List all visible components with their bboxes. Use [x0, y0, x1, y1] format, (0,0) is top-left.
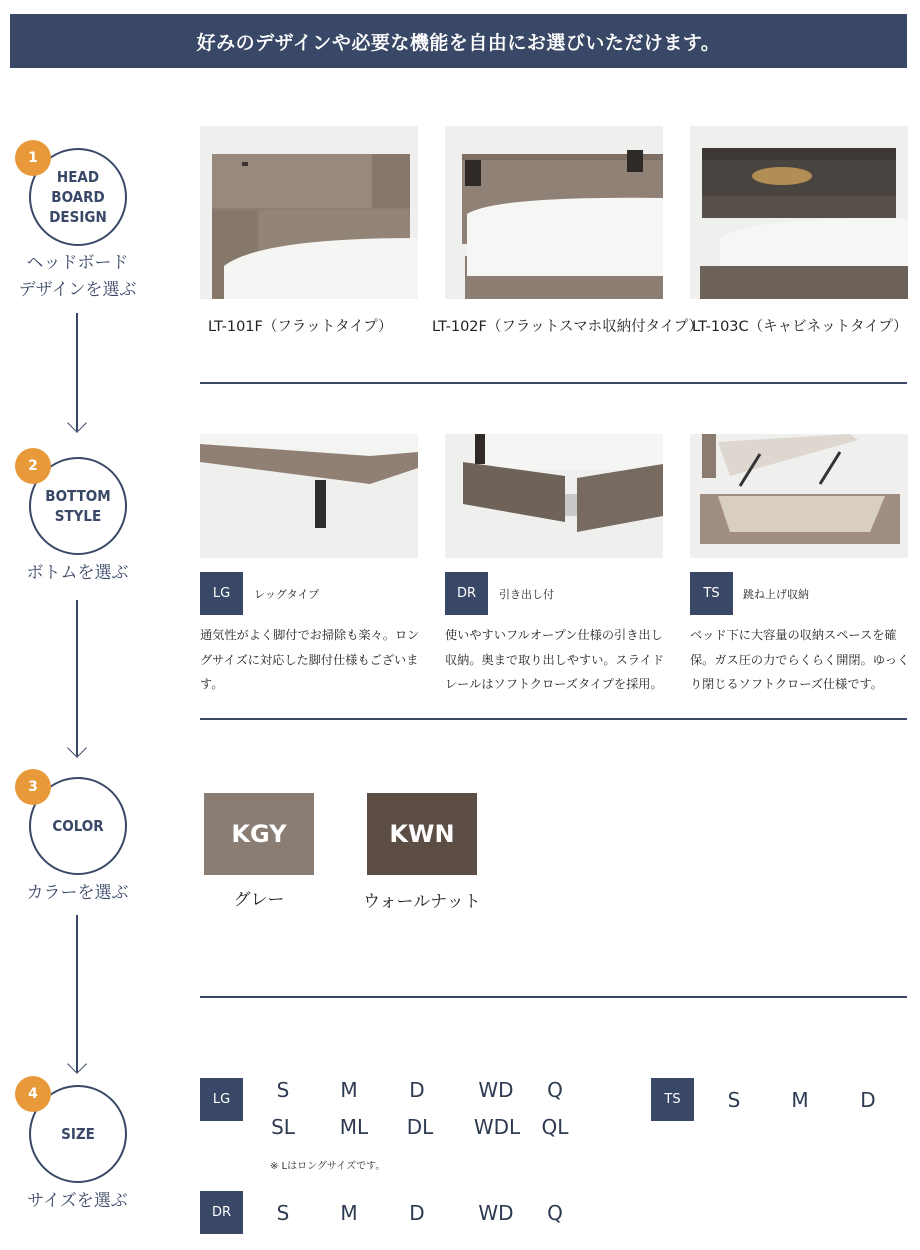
bottom-code-badge: TS [690, 572, 733, 615]
section-divider [200, 996, 907, 998]
step-title-line: STYLE [54, 507, 102, 525]
size-note: ※ Lはロングサイズです。 [270, 1161, 386, 1172]
step-number: 2 [15, 448, 51, 484]
step-label: ヘッドボード デザインを選ぶ [18, 253, 137, 300]
step-number: 3 [15, 769, 51, 805]
size-option[interactable]: Q [547, 1201, 563, 1225]
size-option[interactable]: D [409, 1201, 425, 1225]
step-number: 4 [15, 1076, 51, 1112]
size-code-badge-lg: LG [200, 1078, 243, 1121]
size-option[interactable]: S [727, 1088, 741, 1112]
bottom-photo-drawer [445, 434, 663, 558]
step-title-line: BOTTOM [45, 487, 111, 505]
size-option[interactable]: S [276, 1078, 290, 1102]
headboard-caption: LT-101F（フラットタイプ） [208, 319, 393, 335]
size-option[interactable]: Q [547, 1078, 563, 1102]
size-option[interactable]: M [791, 1088, 809, 1112]
bottom-photo-leg [200, 434, 418, 558]
bottom-photo-storage [690, 434, 908, 558]
size-option[interactable]: M [340, 1078, 358, 1102]
size-option[interactable]: DL [406, 1115, 434, 1139]
arrow-down-icon [67, 413, 87, 433]
size-option[interactable]: WD [478, 1201, 514, 1225]
bottom-code-badge: DR [445, 572, 488, 615]
size-code-badge-dr: DR [200, 1191, 243, 1234]
size-option[interactable]: QL [541, 1115, 569, 1139]
banner-title: 好みのデザインや必要な機能を自由にお選びいただけます。 [10, 14, 907, 68]
headboard-photo-lt102f [445, 126, 663, 299]
step-number: 1 [15, 140, 51, 176]
headboard-photo-lt103c [690, 126, 908, 299]
step-title-line: HEAD [56, 168, 100, 186]
size-option[interactable]: S [276, 1201, 290, 1225]
color-name: ウォールナット [363, 892, 481, 912]
color-swatch-kgy[interactable]: KGY [204, 793, 314, 875]
headboard-caption: LT-102F（フラットスマホ収納付タイプ） [432, 319, 704, 335]
step-label: カラーを選ぶ [26, 883, 129, 903]
bottom-description: ベッド下に大容量の収納スペースを確保。ガス圧の力でらくらく開閉。ゆっくり閉じるソフトクローズ仕様です。 [690, 628, 910, 691]
section-divider [200, 718, 907, 720]
size-option[interactable]: WDL [473, 1115, 521, 1139]
size-option[interactable]: ML [339, 1115, 369, 1139]
step-title-line: DESIGN [49, 208, 107, 226]
headboard-caption: LT-103C（キャビネットタイプ） [692, 319, 908, 335]
section-divider [200, 382, 907, 384]
color-name: グレー [233, 890, 285, 910]
bottom-type-title: 跳ね上げ収納 [743, 588, 809, 601]
step-title-line: COLOR [52, 817, 104, 835]
size-option[interactable]: M [340, 1201, 358, 1225]
bottom-type-title: レッグタイプ [254, 588, 320, 601]
bottom-description: 通気性がよく脚付でお掃除も楽々。ロングサイズに対応した脚付仕様もございます。 [200, 628, 420, 691]
size-code-badge-ts: TS [651, 1078, 694, 1121]
arrow-down-icon [67, 738, 87, 758]
step-title-line: BOARD [51, 188, 105, 206]
flow-line [76, 915, 78, 1072]
step-title-line: SIZE [61, 1125, 95, 1143]
arrow-down-icon [67, 1054, 87, 1074]
size-option[interactable]: D [409, 1078, 425, 1102]
color-swatch-kwn[interactable]: KWN [367, 793, 477, 875]
size-option[interactable]: WD [478, 1078, 514, 1102]
bottom-type-title: 引き出し付 [499, 588, 554, 601]
headboard-photo-lt101f [200, 126, 418, 299]
size-option[interactable]: SL [271, 1115, 295, 1139]
step-label: ボトムを選ぶ [26, 563, 129, 583]
size-option[interactable]: D [860, 1088, 876, 1112]
flow-line [76, 600, 78, 756]
step-label: サイズを選ぶ [27, 1191, 128, 1211]
bottom-description: 使いやすいフルオープン仕様の引き出し収納。奥まで取り出しやすい。スライドレールはソフトクローズタイプを採用。 [445, 628, 665, 691]
bottom-code-badge: LG [200, 572, 243, 615]
